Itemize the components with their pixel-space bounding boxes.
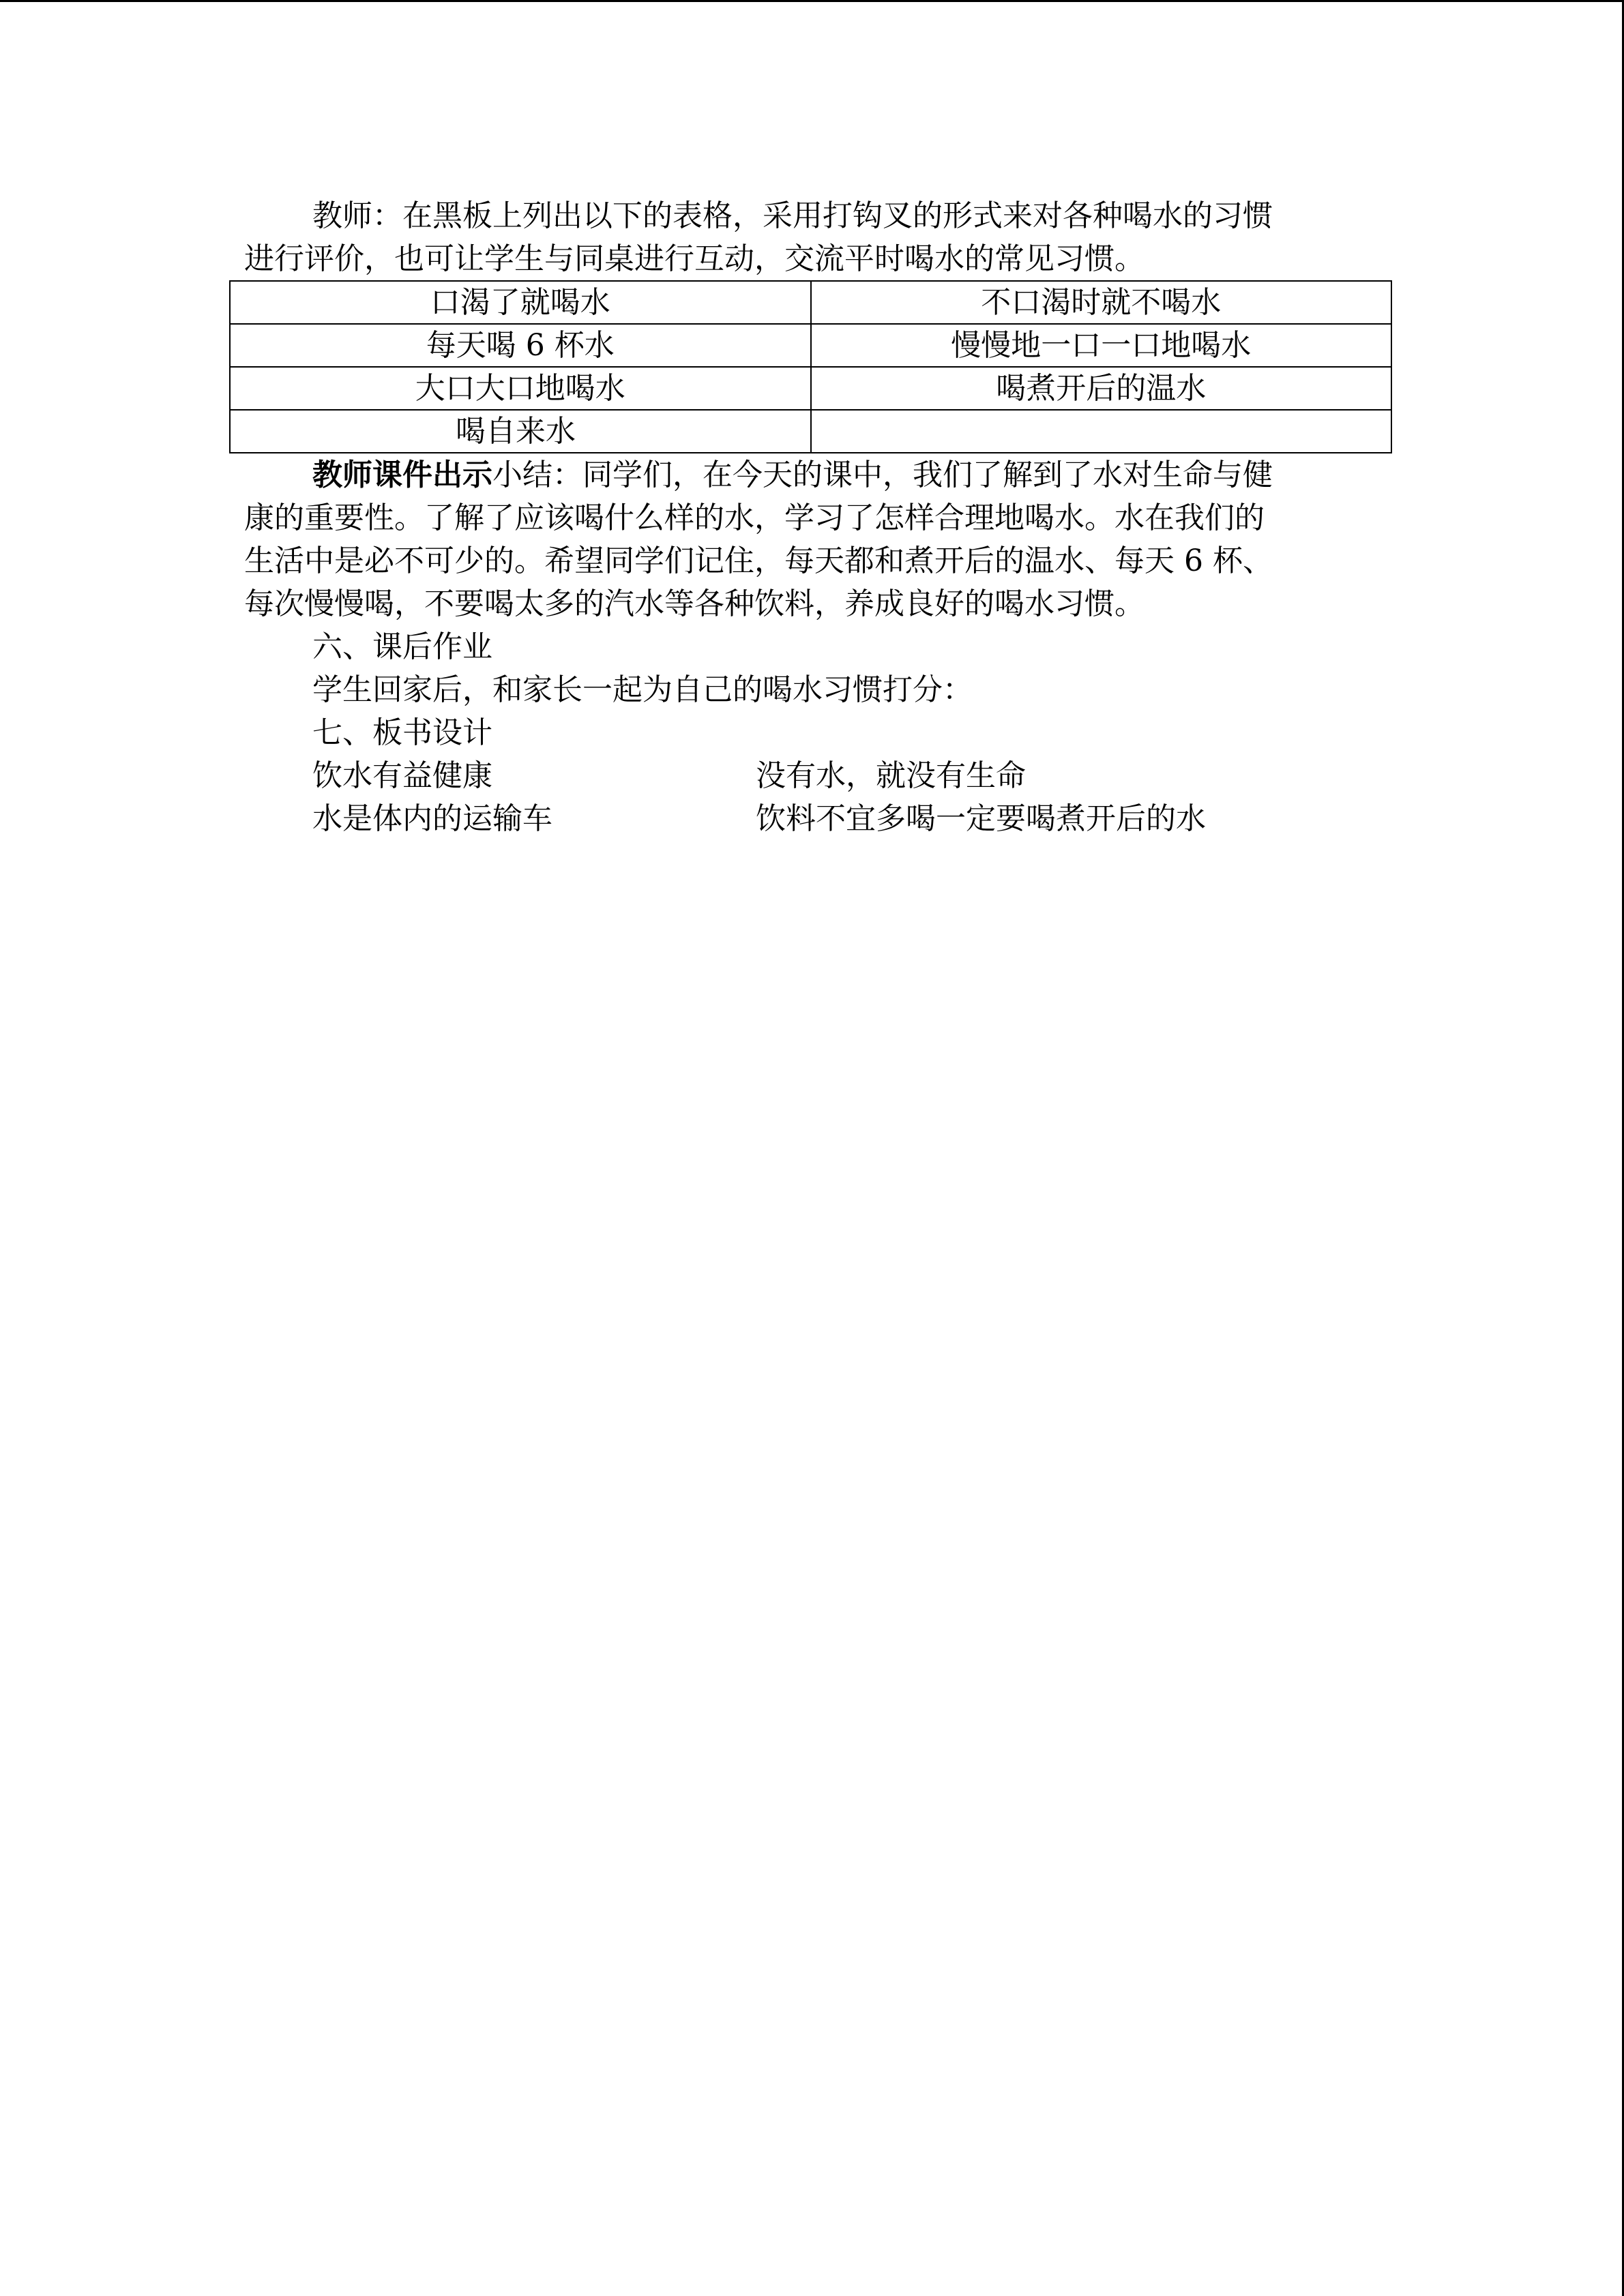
homework-text: 学生回家后，和家长一起为自己的喝水习惯打分： xyxy=(312,672,973,707)
board-row xyxy=(244,797,1363,840)
homework-heading: 六、课后作业 xyxy=(312,629,492,664)
table-row xyxy=(230,367,1391,410)
summary-line-4: 每次慢慢喝，不要喝太多的汽水等各种饮料，养成良好的喝水习惯。 xyxy=(244,586,1145,621)
summary-bold-lead: 教师课件出示 xyxy=(312,458,492,492)
board-heading: 七、板书设计 xyxy=(312,715,492,750)
summary-line-2: 康的重要性。了解了应该喝什么样的水，学习了怎样合理地喝水。水在我们的 xyxy=(244,501,1265,535)
summary-line-3: 生活中是必不可少的。希望同学们记住，每天都和煮开后的温水、每天 6 杯、 xyxy=(244,543,1273,578)
intro-paragraph xyxy=(244,194,1363,280)
table-cell: 口渴了就喝水 xyxy=(230,281,811,324)
habits-table xyxy=(229,280,1392,453)
board-right: 没有水，就没有生命 xyxy=(756,758,1026,793)
table-row xyxy=(230,324,1391,367)
intro-line-1: 教师：在黑板上列出以下的表格，采用打钩叉的形式来对各种喝水的习惯 xyxy=(312,198,1273,233)
summary-line-1-text: 小结：同学们，在今天的课中，我们了解到了水对生命与健 xyxy=(492,458,1273,492)
table-cell: 喝煮开后的温水 xyxy=(811,367,1392,410)
table-cell: 不口渴时就不喝水 xyxy=(811,281,1392,324)
document-body xyxy=(244,194,1363,840)
summary-line-1 xyxy=(244,453,1363,496)
table-cell: 慢慢地一口一口地喝水 xyxy=(811,324,1392,367)
intro-line-2: 进行评价，也可让学生与同桌进行互动，交流平时喝水的常见习惯。 xyxy=(244,241,1145,276)
table-cell: 大口大口地喝水 xyxy=(230,367,811,410)
board-left: 水是体内的运输车 xyxy=(312,801,552,836)
table-row xyxy=(230,281,1391,324)
board-row xyxy=(244,754,1363,797)
board-left: 饮水有益健康 xyxy=(312,758,492,793)
table-cell xyxy=(811,410,1392,453)
table-cell: 喝自来水 xyxy=(230,410,811,453)
board-right: 饮料不宜多喝一定要喝煮开后的水 xyxy=(756,801,1206,836)
table-row xyxy=(230,410,1391,453)
summary-paragraph xyxy=(244,453,1363,625)
table-cell: 每天喝 6 杯水 xyxy=(230,324,811,367)
